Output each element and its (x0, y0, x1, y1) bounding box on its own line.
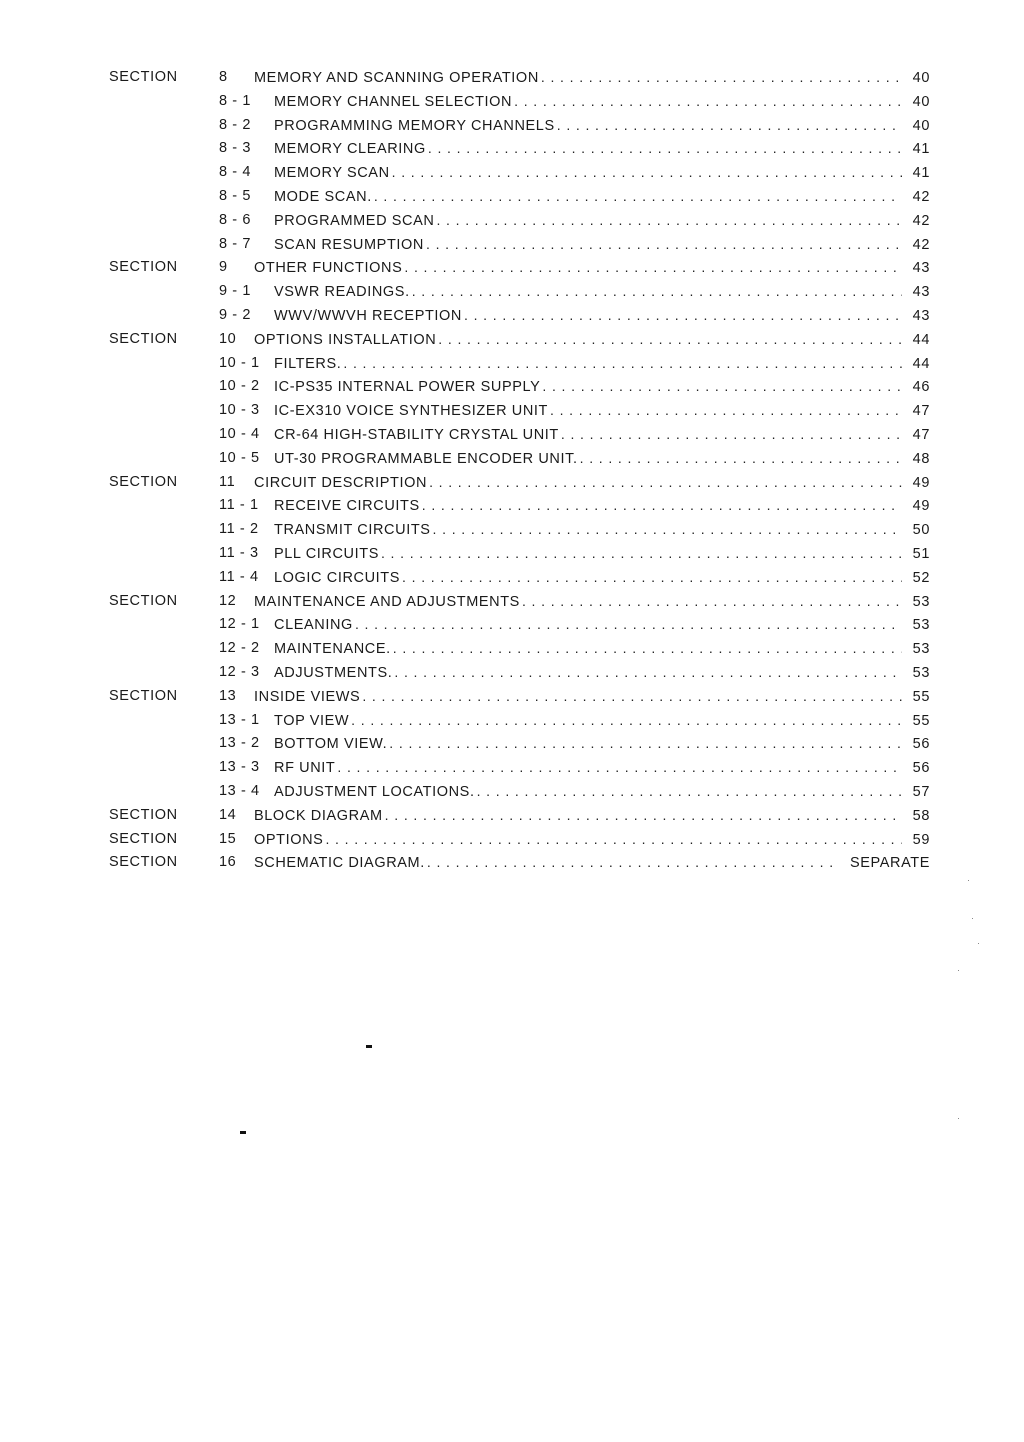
dot-leader (580, 447, 902, 471)
dot-leader (393, 637, 902, 661)
entry-line (274, 494, 930, 519)
entry-line (274, 161, 930, 186)
dot-leader (433, 518, 902, 542)
toc-section-row (0, 66, 1024, 90)
dot-leader (422, 494, 902, 518)
entry-line (274, 447, 930, 472)
page-number: 43 (912, 307, 930, 324)
scan-speck (968, 880, 969, 881)
dot-leader (464, 304, 902, 328)
dot-leader (561, 423, 902, 447)
dot-leader (351, 709, 902, 733)
entry-number: 8 - 7 (219, 235, 252, 252)
entry-line (274, 637, 930, 662)
dot-leader (427, 851, 840, 875)
entry-title: BLOCK DIAGRAM (254, 807, 383, 824)
entry-number: 15 (219, 830, 237, 847)
scan-speck (958, 1118, 959, 1119)
entry-title: VSWR READINGS. (274, 284, 410, 301)
entry-line (274, 352, 930, 377)
toc-subsection-row (0, 280, 1024, 304)
entry-number: 16 (219, 854, 237, 871)
entry-title: TRANSMIT CIRCUITS (274, 522, 431, 539)
entry-title: OPTIONS (254, 831, 324, 848)
toc-subsection-row (0, 613, 1024, 637)
toc-section-row (0, 851, 1024, 875)
page-number: 59 (912, 831, 930, 848)
entry-number: 12 - 3 (219, 663, 260, 680)
toc-subsection-row (0, 375, 1024, 399)
entry-line (274, 233, 930, 258)
toc-subsection-row (0, 137, 1024, 161)
entry-title: MEMORY AND SCANNING OPERATION (254, 70, 539, 86)
toc-subsection-row (0, 185, 1024, 209)
entry-title: PLL CIRCUITS (274, 545, 379, 562)
toc-subsection-row (0, 756, 1024, 780)
entry-line (274, 542, 930, 567)
page-number: 53 (912, 664, 930, 681)
entry-number: 8 (219, 69, 228, 85)
section-label: SECTION (109, 259, 178, 276)
page-number: 42 (912, 188, 930, 205)
dot-leader (541, 66, 902, 90)
entry-title: CIRCUIT DESCRIPTION (254, 474, 428, 491)
entry-line (254, 66, 930, 91)
page-number: 56 (912, 760, 930, 777)
entry-number: 14 (219, 806, 237, 823)
entry-number: 10 - 4 (219, 425, 260, 442)
section-label: SECTION (109, 330, 178, 347)
section-label: SECTION (109, 830, 178, 847)
toc-subsection-row (0, 304, 1024, 328)
dot-leader (355, 613, 902, 637)
entry-title: PROGRAMMING MEMORY CHANNELS (274, 117, 555, 134)
entry-number: 8 - 2 (219, 116, 252, 133)
dot-leader (438, 328, 902, 352)
toc-section-row (0, 590, 1024, 614)
entry-title: IC-PS35 INTERNAL POWER SUPPLY (274, 379, 541, 396)
entry-title: BOTTOM VIEW. (274, 736, 388, 753)
entry-number: 10 (219, 330, 237, 347)
entry-line (254, 471, 930, 496)
toc-subsection-row (0, 661, 1024, 685)
toc-section-row (0, 828, 1024, 852)
dot-leader (429, 471, 902, 495)
scan-speck (978, 943, 979, 944)
entry-title: MAINTENANCE. (274, 641, 391, 658)
entry-title: PROGRAMMED SCAN (274, 212, 435, 229)
page-number: 53 (912, 593, 930, 610)
entry-line (254, 828, 930, 853)
entry-number: 11 - 3 (219, 544, 259, 561)
dot-leader (550, 399, 902, 423)
dot-leader (436, 209, 902, 233)
entry-number: 12 - 1 (219, 616, 260, 633)
page-number: 44 (912, 355, 930, 372)
page-number: SEPARATE (849, 855, 930, 872)
dot-leader (477, 780, 902, 804)
entry-number: 11 - 4 (219, 568, 259, 585)
entry-line (274, 114, 930, 139)
entry-number: 11 - 1 (219, 497, 259, 514)
entry-number: 9 (219, 259, 228, 276)
entry-number: 8 - 6 (219, 211, 252, 228)
toc-subsection-row (0, 209, 1024, 233)
entry-line (274, 756, 930, 781)
page-number: 40 (912, 70, 930, 86)
toc-subsection-row (0, 732, 1024, 756)
dot-leader (402, 566, 902, 590)
entry-title: LOGIC CIRCUITS (274, 569, 401, 586)
page-number: 44 (912, 331, 930, 348)
toc-subsection-row (0, 352, 1024, 376)
entry-number: 10 - 5 (219, 449, 260, 466)
entry-line (254, 590, 930, 615)
page-number: 47 (912, 426, 930, 443)
entry-number: 10 - 2 (219, 378, 260, 395)
entry-number: 8 - 3 (219, 140, 252, 157)
dot-leader (394, 661, 902, 685)
dot-leader (412, 280, 902, 304)
entry-title: MAINTENANCE AND ADJUSTMENTS (254, 593, 520, 610)
entry-number: 9 - 1 (219, 283, 252, 300)
entry-number: 10 - 1 (219, 354, 260, 371)
page-number: 52 (912, 569, 930, 586)
toc-section-row (0, 256, 1024, 280)
entry-title: IC-EX310 VOICE SYNTHESIZER UNIT (274, 403, 549, 420)
entry-number: 9 - 2 (219, 306, 252, 323)
entry-title: CLEANING (274, 617, 353, 634)
dot-leader (542, 375, 902, 399)
toc-section-row (0, 804, 1024, 828)
entry-line (274, 780, 930, 805)
dot-leader (337, 756, 902, 780)
toc-subsection-row (0, 542, 1024, 566)
toc-subsection-row (0, 233, 1024, 257)
toc-subsection-row (0, 566, 1024, 590)
entry-number: 8 - 1 (219, 92, 252, 109)
scan-speck (366, 1045, 372, 1048)
page-number: 43 (912, 284, 930, 301)
page-number: 49 (912, 498, 930, 515)
entry-line (274, 137, 930, 162)
entry-title: ADJUSTMENTS. (274, 664, 393, 681)
dot-leader (381, 542, 902, 566)
page-number: 50 (912, 522, 930, 539)
dot-leader (362, 685, 902, 709)
entry-number: 13 - 4 (219, 782, 260, 799)
entry-number: 12 - 2 (219, 640, 260, 657)
page-number: 49 (912, 474, 930, 491)
page-number: 53 (912, 617, 930, 634)
entry-line (274, 375, 930, 400)
toc-subsection-row (0, 161, 1024, 185)
toc-subsection-row (0, 709, 1024, 733)
entry-line (274, 90, 930, 115)
dot-leader (404, 256, 902, 280)
page-number: 48 (912, 450, 930, 467)
entry-title: ADJUSTMENT LOCATIONS. (274, 783, 475, 800)
page-number: 43 (912, 260, 930, 277)
dot-leader (557, 114, 902, 138)
entry-number: 11 (219, 473, 236, 490)
page-number: 56 (912, 736, 930, 753)
entry-line (254, 328, 930, 353)
entry-title: INSIDE VIEWS (254, 688, 361, 705)
dot-leader (325, 828, 902, 852)
toc-subsection-row (0, 637, 1024, 661)
entry-title: FILTERS. (274, 355, 342, 372)
entry-line (274, 399, 930, 424)
entry-line (274, 280, 930, 305)
toc-subsection-row (0, 780, 1024, 804)
toc-subsection-row (0, 399, 1024, 423)
dot-leader (392, 161, 902, 185)
entry-number: 8 - 5 (219, 187, 252, 204)
entry-line (274, 732, 930, 757)
entry-title: SCAN RESUMPTION (274, 236, 424, 253)
entry-line (254, 256, 930, 281)
entry-title: TOP VIEW (274, 712, 350, 729)
toc-subsection-row (0, 114, 1024, 138)
entry-line (274, 709, 930, 734)
page-number: 41 (912, 141, 930, 158)
entry-line (274, 185, 930, 210)
entry-number: 10 - 3 (219, 402, 260, 419)
page-number: 51 (912, 545, 930, 562)
entry-title: MEMORY SCAN (274, 165, 390, 182)
dot-leader (385, 804, 902, 828)
entry-title: RF UNIT (274, 760, 336, 777)
dot-leader (374, 185, 902, 209)
toc-section-row (0, 328, 1024, 352)
section-label: SECTION (109, 687, 178, 704)
entry-line (274, 304, 930, 329)
page-number: 53 (912, 641, 930, 658)
section-label: SECTION (109, 854, 178, 871)
dot-leader (522, 590, 902, 614)
dot-leader (343, 352, 902, 376)
entry-line (254, 804, 930, 829)
page-number: 57 (912, 783, 930, 800)
entry-title: SCHEMATIC DIAGRAM. (254, 855, 425, 872)
toc-subsection-row (0, 518, 1024, 542)
entry-title: OPTIONS INSTALLATION (254, 331, 437, 348)
page-number: 40 (912, 93, 930, 110)
dot-leader (389, 732, 902, 756)
entry-title: MEMORY CHANNEL SELECTION (274, 93, 513, 110)
entry-number: 8 - 4 (219, 164, 252, 181)
entry-number: 12 (219, 592, 237, 609)
entry-line (274, 423, 930, 448)
page-number: 58 (912, 807, 930, 824)
toc-section-row (0, 471, 1024, 495)
entry-line (254, 685, 930, 710)
entry-title: WWV/WWVH RECEPTION (274, 307, 463, 324)
page-number: 41 (912, 165, 930, 182)
section-label: SECTION (109, 69, 178, 85)
entry-title: OTHER FUNCTIONS (254, 260, 403, 277)
section-label: SECTION (109, 592, 178, 609)
dot-leader (514, 90, 902, 114)
page-number: 55 (912, 712, 930, 729)
entry-number: 13 - 1 (219, 711, 260, 728)
entry-title: MEMORY CLEARING (274, 141, 426, 158)
page-number: 40 (912, 117, 930, 134)
entry-title: UT-30 PROGRAMMABLE ENCODER UNIT. (274, 450, 578, 467)
page-number: 42 (912, 212, 930, 229)
entry-line (274, 613, 930, 638)
dot-leader (428, 137, 902, 161)
table-of-contents (0, 66, 1024, 875)
page-number: 42 (912, 236, 930, 253)
scan-speck (972, 918, 973, 919)
entry-number: 13 (219, 687, 237, 704)
entry-title: CR-64 HIGH-STABILITY CRYSTAL UNIT (274, 426, 559, 443)
scan-speck (958, 970, 959, 971)
entry-line (274, 566, 930, 591)
section-label: SECTION (109, 806, 178, 823)
entry-number: 13 - 2 (219, 735, 260, 752)
toc-section-row (0, 685, 1024, 709)
page-number: 46 (912, 379, 930, 396)
entry-title: RECEIVE CIRCUITS (274, 498, 420, 515)
entry-number: 13 - 3 (219, 759, 260, 776)
scan-speck (240, 1131, 246, 1134)
dot-leader (426, 233, 902, 257)
toc-subsection-row (0, 494, 1024, 518)
section-label: SECTION (109, 473, 178, 490)
toc-subsection-row (0, 447, 1024, 471)
entry-line (254, 851, 930, 876)
page-number: 55 (912, 688, 930, 705)
entry-line (274, 661, 930, 686)
entry-line (274, 518, 930, 543)
toc-subsection-row (0, 90, 1024, 114)
entry-line (274, 209, 930, 234)
page-number: 47 (912, 403, 930, 420)
entry-title: MODE SCAN. (274, 188, 372, 205)
toc-subsection-row (0, 423, 1024, 447)
entry-number: 11 - 2 (219, 521, 259, 538)
